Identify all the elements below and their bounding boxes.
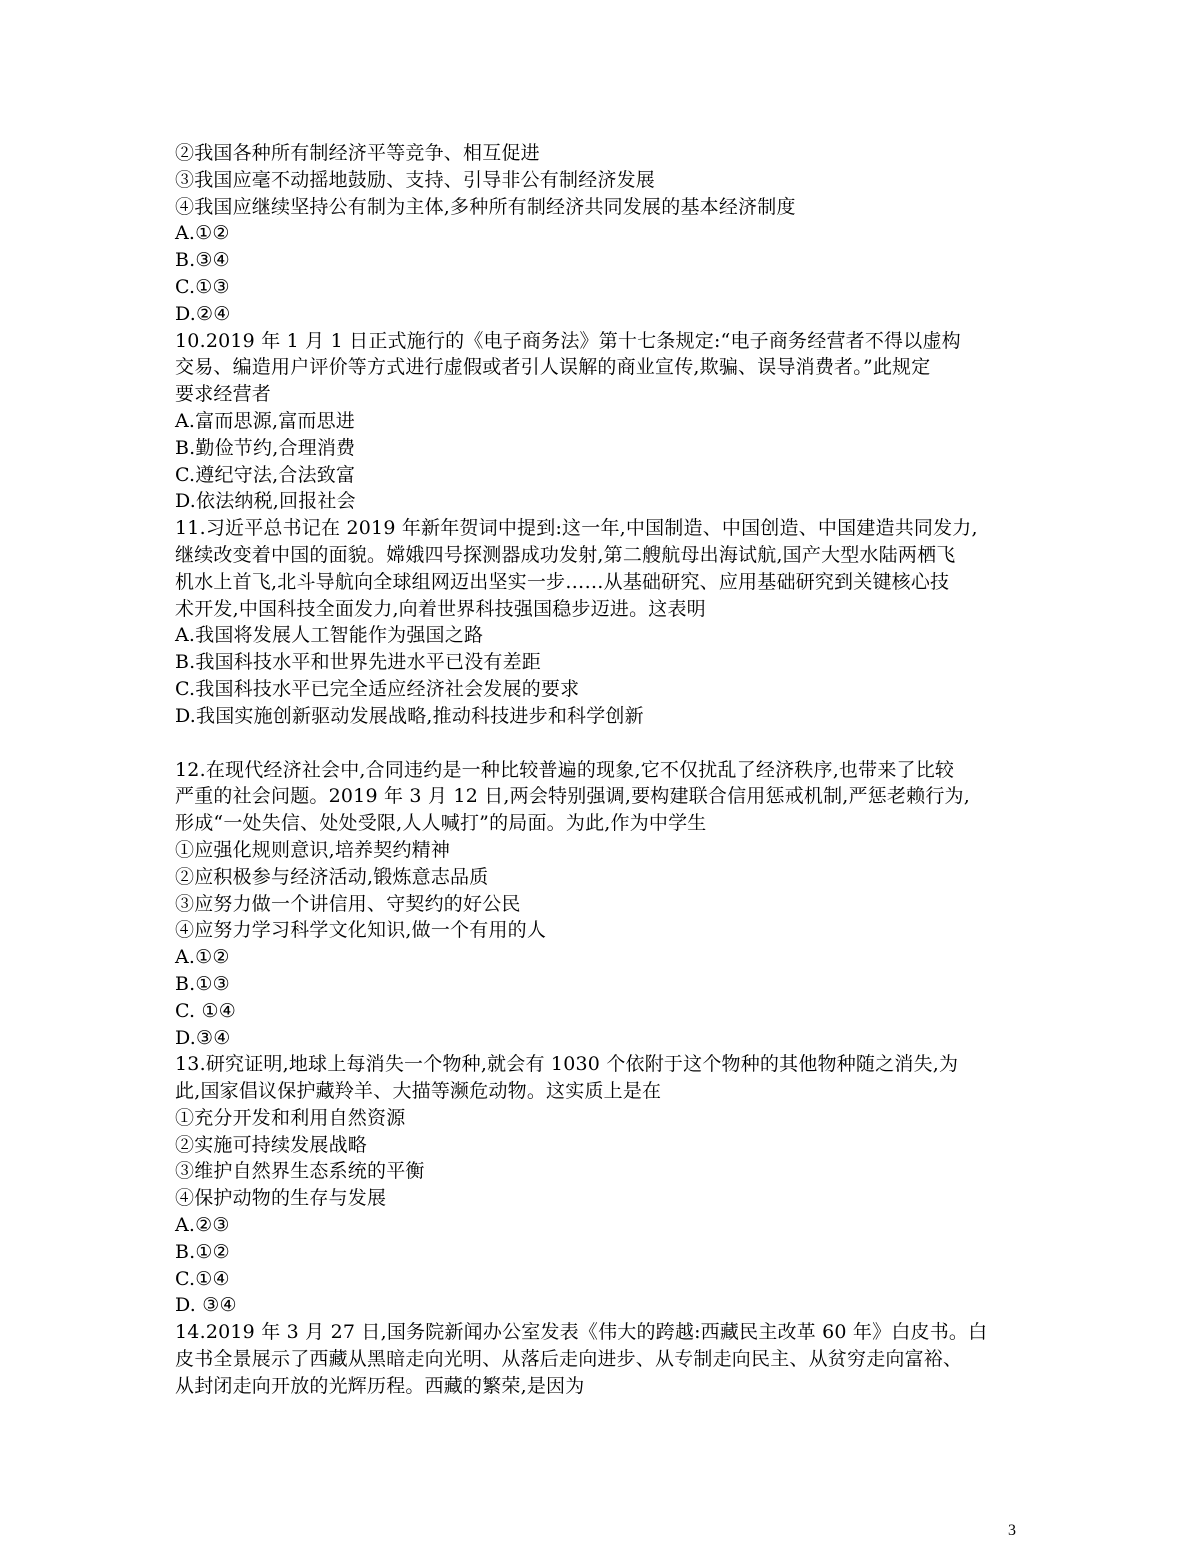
option-line: ③应努力做一个讲信用、守契约的好公民 <box>175 892 521 915</box>
question-14-text: 从封闭走向开放的光辉历程。西藏的繁荣,是因为 <box>175 1374 585 1397</box>
question-10-text: 要求经营者 <box>175 383 272 406</box>
answer-choice: D.我国实施创新驱动发展战略,推动科技进步和科学创新 <box>175 704 644 727</box>
option-line: ②实施可持续发展战略 <box>175 1133 368 1156</box>
answer-choice: B.①③ <box>175 972 230 995</box>
answer-choice: A.①② <box>175 222 230 245</box>
answer-choice: A.②③ <box>175 1214 230 1237</box>
question-10-text: 10.2019 年 1 月 1 日正式施行的《电子商务法》第十七条规定:“电子商务经营者不得以虚构 <box>175 329 961 352</box>
answer-choice: A.富而思源,富而思进 <box>175 409 356 432</box>
question-14-text: 皮书全景展示了西藏从黑暗走向光明、从落后走向进步、从专制走向民主、从贫穷走向富裕、 <box>175 1348 963 1371</box>
option-line: ④应努力学习科学文化知识,做一个有用的人 <box>175 919 547 942</box>
question-10-text: 交易、编造用户评价等方式进行虚假或者引人误解的商业宣传,欺骗、误导消费者。”此规定 <box>175 356 931 379</box>
answer-choice: B.勤俭节约,合理消费 <box>175 436 356 459</box>
answer-choice: C.我国科技水平已完全适应经济社会发展的要求 <box>175 677 580 700</box>
blank-line <box>175 730 1035 757</box>
option-line: ①应强化规则意识,培养契约精神 <box>175 838 451 861</box>
answer-choice: D. ③④ <box>175 1294 237 1317</box>
option-line: ④我国应继续坚持公有制为主体,多种所有制经济共同发展的基本经济制度 <box>175 195 796 218</box>
question-11-text: 术开发,中国科技全面发力,向着世界科技强国稳步迈进。这表明 <box>175 597 706 620</box>
option-line: ②应积极参与经济活动,锻炼意志品质 <box>175 865 489 888</box>
answer-choice: C. ①④ <box>175 999 237 1022</box>
option-line: ④保护动物的生存与发展 <box>175 1187 387 1210</box>
answer-choice: A.①② <box>175 946 230 969</box>
question-13-text: 13.研究证明,地球上每消失一个物种,就会有 1030 个依附于这个物种的其他物种随之消失,为 <box>175 1053 959 1076</box>
answer-choice: B.③④ <box>175 249 230 272</box>
answer-choice: D.②④ <box>175 302 231 325</box>
option-line: ③维护自然界生态系统的平衡 <box>175 1160 425 1183</box>
answer-choice: C.遵纪守法,合法致富 <box>175 463 356 486</box>
option-line: ①充分开发和利用自然资源 <box>175 1106 406 1129</box>
page-content <box>175 140 1035 1400</box>
answer-choice: D.依法纳税,回报社会 <box>175 490 356 513</box>
option-line: ②我国各种所有制经济平等竞争、相互促进 <box>175 142 540 164</box>
answer-choice: B.我国科技水平和世界先进水平已没有差距 <box>175 651 542 674</box>
question-12-text: 严重的社会问题。2019 年 3 月 12 日,两会特别强调,要构建联合信用惩戒机制,严惩老赖行为, <box>175 785 970 808</box>
page-number: 3 <box>1008 1522 1016 1539</box>
answer-choice: C.①④ <box>175 1267 230 1290</box>
answer-choice: C.①③ <box>175 275 230 298</box>
question-14-text: 14.2019 年 3 月 27 日,国务院新闻办公室发表《伟大的跨越:西藏民主改革 60 年》白皮书。白 <box>175 1321 988 1344</box>
answer-choice: B.①② <box>175 1240 230 1263</box>
answer-choice: D.③④ <box>175 1026 231 1049</box>
question-12-text: 形成“一处失信、处处受限,人人喊打”的局面。为此,作为中学生 <box>175 812 707 835</box>
answer-choice: A.我国将发展人工智能作为强国之路 <box>175 624 484 647</box>
question-11-text: 机水上首飞,北斗导航向全球组网迈出坚实一步……从基础研究、应用基础研究到关键核心技 <box>175 570 950 593</box>
question-12-text: 12.在现代经济社会中,合同违约是一种比较普遍的现象,它不仅扰乱了经济秩序,也带来了比较 <box>175 758 955 781</box>
question-11-text: 继续改变着中国的面貌。嫦娥四号探测器成功发射,第二艘航母出海试航,国产大型水陆两栖飞 <box>175 543 956 566</box>
question-13-text: 此,国家倡议保护藏羚羊、大描等濒危动物。这实质上是在 <box>175 1080 662 1103</box>
question-11-text: 11.习近平总书记在 2019 年新年贺词中提到:这一年,中国制造、中国创造、中国建造共同发力, <box>175 517 978 540</box>
option-line: ③我国应毫不动摇地鼓励、支持、引导非公有制经济发展 <box>175 168 656 191</box>
